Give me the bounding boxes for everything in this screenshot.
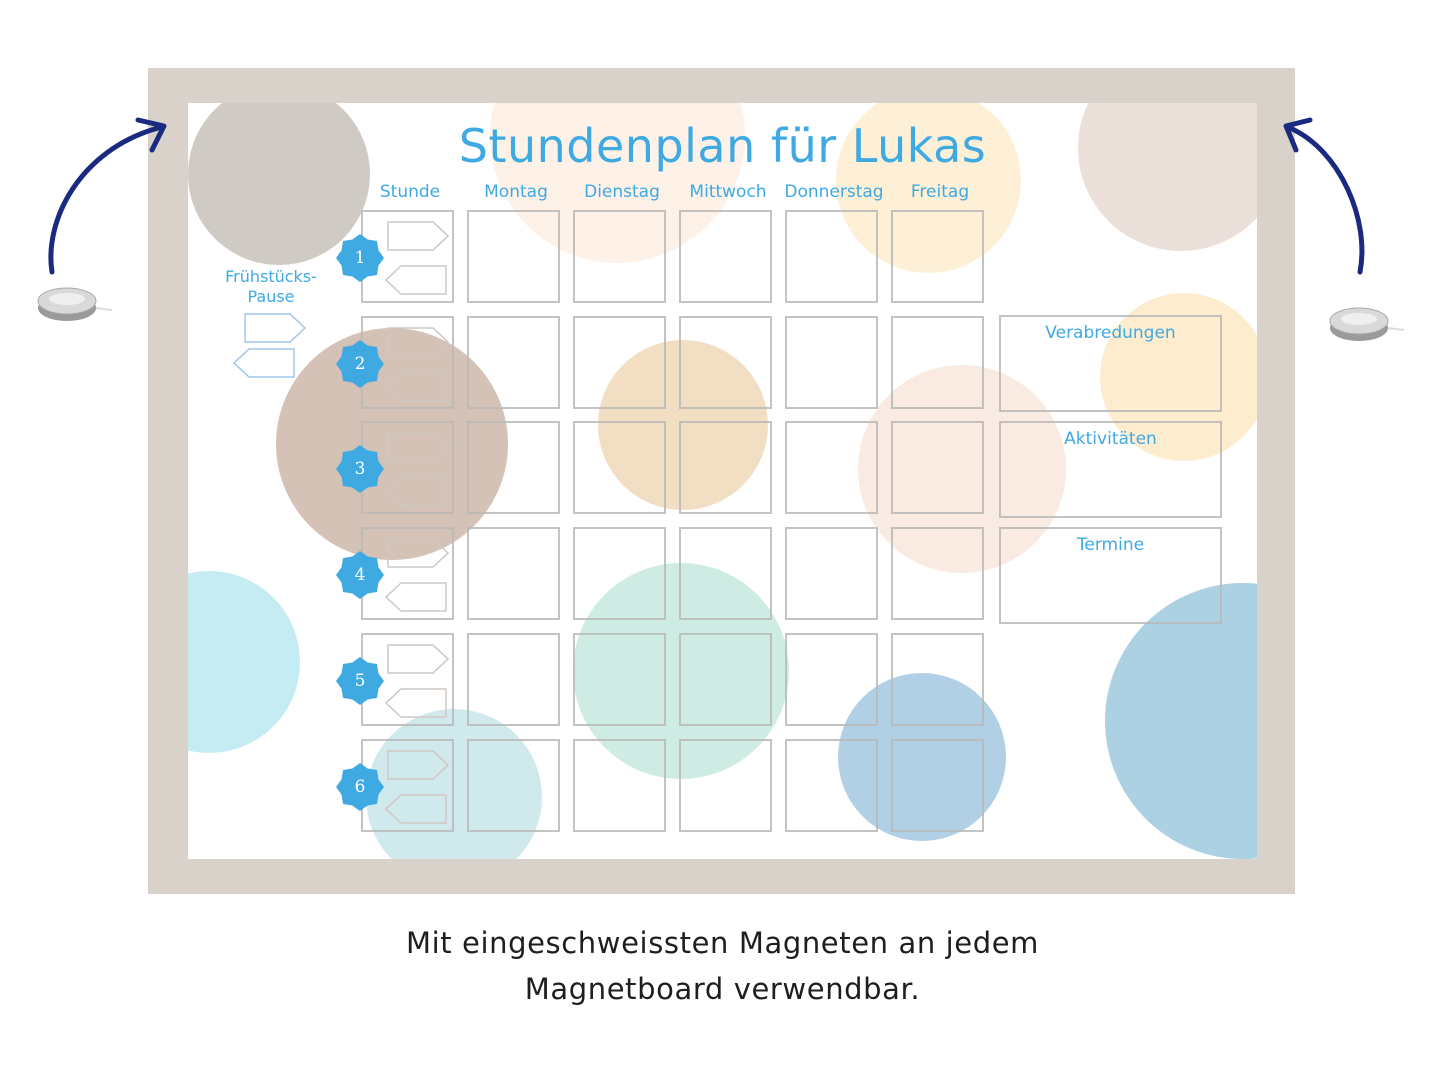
column-header-dienstag: Dienstag [584, 182, 660, 202]
lesson-cell [467, 527, 560, 620]
arrow-tag-icon [244, 313, 306, 343]
column-header-mittwoch: Mittwoch [689, 182, 767, 202]
lesson-cell [891, 527, 984, 620]
lesson-cell [785, 739, 878, 832]
arrow-tag-icon [385, 476, 447, 506]
timetable-poster [188, 103, 1257, 859]
lesson-cell [679, 421, 772, 514]
arrow-tag-icon [387, 750, 449, 780]
column-header-stunde: Stunde [379, 182, 441, 202]
lesson-cell [573, 421, 666, 514]
lesson-cell [679, 527, 772, 620]
dates-label: Termine [1076, 535, 1145, 555]
appointments-label: Verabredungen [1045, 323, 1176, 343]
lesson-cell [467, 421, 560, 514]
activities-label: Aktivitäten [1064, 429, 1157, 449]
lesson-cell [891, 739, 984, 832]
page-title: Stundenplan für Lukas [458, 119, 987, 173]
lesson-cell [785, 633, 878, 726]
lesson-cell [467, 739, 560, 832]
lesson-cell [891, 421, 984, 514]
arrow-tag-icon [387, 644, 449, 674]
lesson-cell [785, 527, 878, 620]
arrow-tag-icon [387, 432, 449, 462]
arrow-tag-icon [385, 794, 447, 824]
lesson-cell [785, 421, 878, 514]
lesson-cell [679, 739, 772, 832]
dates-box [999, 527, 1222, 624]
lesson-cell [573, 739, 666, 832]
decor-circle [188, 571, 300, 753]
arrow-tag-icon [387, 538, 449, 568]
lesson-cell [891, 316, 984, 409]
period-number: 5 [354, 671, 366, 691]
period-number: 2 [354, 354, 366, 374]
activities-box [999, 421, 1222, 518]
curved-arrow-icon [40, 110, 180, 280]
magnet-disc-icon [1328, 302, 1408, 344]
lesson-cell [891, 210, 984, 303]
caption-line2: Magnetboard verwendbar. [524, 972, 921, 1006]
appointments-box [999, 315, 1222, 412]
lesson-cell [891, 633, 984, 726]
arrow-tag-icon [385, 688, 447, 718]
break-label-line2: Pause [247, 287, 295, 306]
arrow-tag-icon [385, 371, 447, 401]
curved-arrow-icon [1270, 110, 1410, 280]
lesson-cell [573, 527, 666, 620]
lesson-cell [467, 633, 560, 726]
period-number: 1 [354, 248, 366, 268]
period-number: 4 [354, 565, 366, 585]
column-header-freitag: Freitag [910, 182, 970, 202]
caption-line1: Mit eingeschweissten Magneten an jedem [405, 926, 1040, 960]
magnet-disc-icon [36, 282, 116, 324]
lesson-cell [467, 210, 560, 303]
lesson-cell [679, 210, 772, 303]
caption [0, 920, 1445, 1012]
lesson-cell [573, 210, 666, 303]
arrow-tag-icon [387, 327, 449, 357]
lesson-cell [573, 633, 666, 726]
column-header-donnerstag: Donnerstag [784, 182, 884, 202]
lesson-cell [679, 316, 772, 409]
arrow-tag-icon [385, 582, 447, 612]
break-label [216, 267, 326, 307]
lesson-cell [785, 316, 878, 409]
period-number: 3 [354, 459, 366, 479]
lesson-cell [679, 633, 772, 726]
decor-circle [1105, 583, 1257, 859]
lesson-cell [467, 316, 560, 409]
arrow-tag-icon [385, 265, 447, 295]
arrow-tag-icon [387, 221, 449, 251]
break-label-line1: Frühstücks- [225, 267, 317, 286]
lesson-cell [573, 316, 666, 409]
arrow-tag-icon [233, 348, 295, 378]
period-number: 6 [354, 777, 366, 797]
column-header-montag: Montag [484, 182, 548, 202]
lesson-cell [785, 210, 878, 303]
